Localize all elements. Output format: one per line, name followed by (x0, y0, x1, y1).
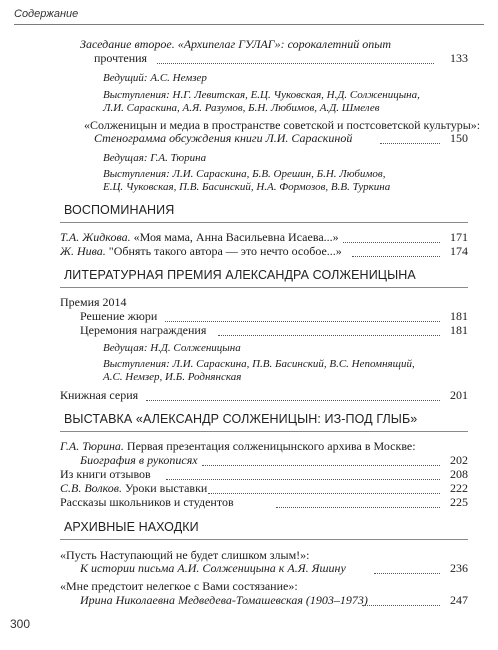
entry-title-cont: Стенограмма обсуждения книги Л.И. Сараскиной (94, 131, 353, 145)
header-rule (14, 24, 484, 25)
entry-author: Г.А. Тюрина. (60, 439, 124, 453)
toc-entry: Книжная серия (60, 388, 139, 402)
dot-leader (157, 63, 434, 64)
page-ref: 247 (450, 593, 468, 607)
toc-entry: Решение жюри (80, 309, 158, 323)
entry-title: Первая презентация солженицынского архива в Москве: (126, 439, 416, 453)
toc-entry: Церемония награждения (80, 323, 207, 337)
dot-leader (276, 507, 440, 508)
speakers-line: Л.И. Сараскина, А.Я. Разумов, Б.Н. Любимов, А.Д. Шмелев (103, 102, 380, 114)
toc-entry: Из книги отзывов (60, 467, 151, 481)
entry-title: «Моя мама, Анна Васильевна Исаева...» (133, 230, 339, 244)
entry-title: «Пусть Наступающий не будет слишком злым!»: (60, 548, 310, 562)
entry-title: «Солженицын и медиа в пространстве советской и постсоветской культуры»: (84, 118, 481, 132)
page-ref: 202 (450, 453, 468, 467)
host-line: Ведущий: А.С. Немзер (103, 72, 207, 84)
page-ref: 174 (450, 244, 468, 258)
host-line: Ведущая: Г.А. Тюрина (103, 152, 207, 164)
entry-subtitle: Ирина Николаевна Медведева-Томашевская (1903–1973) (80, 593, 368, 607)
entry-title: Заседание второе. «Архипелаг ГУЛАГ»: сорокалетний опыт (80, 37, 392, 51)
dot-leader (165, 321, 440, 322)
dot-leader (380, 143, 440, 144)
speakers-line: Выступления: Н.Г. Левитская, Е.Ц. Чуковская, Н.Д. Солженицына, (103, 89, 420, 101)
dot-leader (374, 573, 440, 574)
entry-author: С.В. Волков. (60, 481, 122, 495)
speakers-line: А.С. Немзер, И.Б. Роднянская (103, 371, 242, 383)
section-rule (60, 222, 468, 223)
entry-subtitle: Биография в рукописях (80, 453, 198, 467)
section-heading-memoirs: ВОСПОМИНАНИЯ (64, 203, 175, 217)
page-ref: 181 (450, 309, 468, 323)
entry-title: "Обнять такого автора — это нечто особое...» (108, 244, 342, 258)
dot-leader (218, 335, 440, 336)
section-rule (60, 539, 468, 540)
speakers-line: Выступления: Л.И. Сараскина, Б.В. Орешин, Б.Н. Любимов, (103, 168, 386, 180)
entry-subtitle: К истории письма А.И. Солженицына к А.Я. Яшину (80, 561, 346, 575)
toc-entry (60, 439, 416, 453)
section-heading-exhibition: ВЫСТАВКА «АЛЕКСАНДР СОЛЖЕНИЦЫН: ИЗ-ПОД ГЛЫБ» (64, 412, 418, 426)
dot-leader (362, 605, 440, 606)
running-header: Содержание (14, 8, 79, 20)
page-number: 300 (10, 617, 31, 631)
dot-leader (208, 493, 440, 494)
section-heading-archive: АРХИВНЫЕ НАХОДКИ (64, 520, 199, 534)
page-ref: 150 (450, 131, 468, 145)
entry-title: Уроки выставки (124, 481, 208, 495)
toc-entry (60, 244, 342, 258)
entry-title: «Мне предстоит нелегкое с Вами состязание»: (60, 579, 298, 593)
entry-author: Ж. Нива. (60, 244, 106, 258)
page-ref: 225 (450, 495, 468, 509)
dot-leader (202, 465, 440, 466)
entry-title-cont: прочтения (94, 51, 148, 65)
page-ref: 222 (450, 481, 468, 495)
page-ref: 181 (450, 323, 468, 337)
dot-leader (166, 479, 440, 480)
page-ref: 133 (450, 51, 468, 65)
dot-leader (343, 242, 440, 243)
dot-leader (146, 400, 440, 401)
speakers-line: Е.Ц. Чуковская, П.В. Басинский, Н.А. Формозов, В.В. Туркина (103, 181, 391, 193)
toc-entry (60, 481, 207, 495)
speakers-line: Выступления: Л.И. Сараскина, П.В. Басинский, В.С. Непомнящий, (103, 358, 415, 370)
section-rule (60, 431, 468, 432)
entry-author: Т.А. Жидкова. (60, 230, 131, 244)
host-line: Ведущая: Н.Д. Солженицына (103, 342, 241, 354)
toc-entry: Рассказы школьников и студентов (60, 495, 234, 509)
section-rule (60, 287, 468, 288)
section-heading-prize: ЛИТЕРАТУРНАЯ ПРЕМИЯ АЛЕКСАНДРА СОЛЖЕНИЦЫНА (64, 268, 416, 282)
page-ref: 236 (450, 561, 468, 575)
page-ref: 208 (450, 467, 468, 481)
toc-entry (60, 230, 339, 244)
page-ref: 201 (450, 388, 468, 402)
page-ref: 171 (450, 230, 468, 244)
dot-leader (352, 256, 440, 257)
subsection-title: Премия 2014 (60, 295, 127, 309)
